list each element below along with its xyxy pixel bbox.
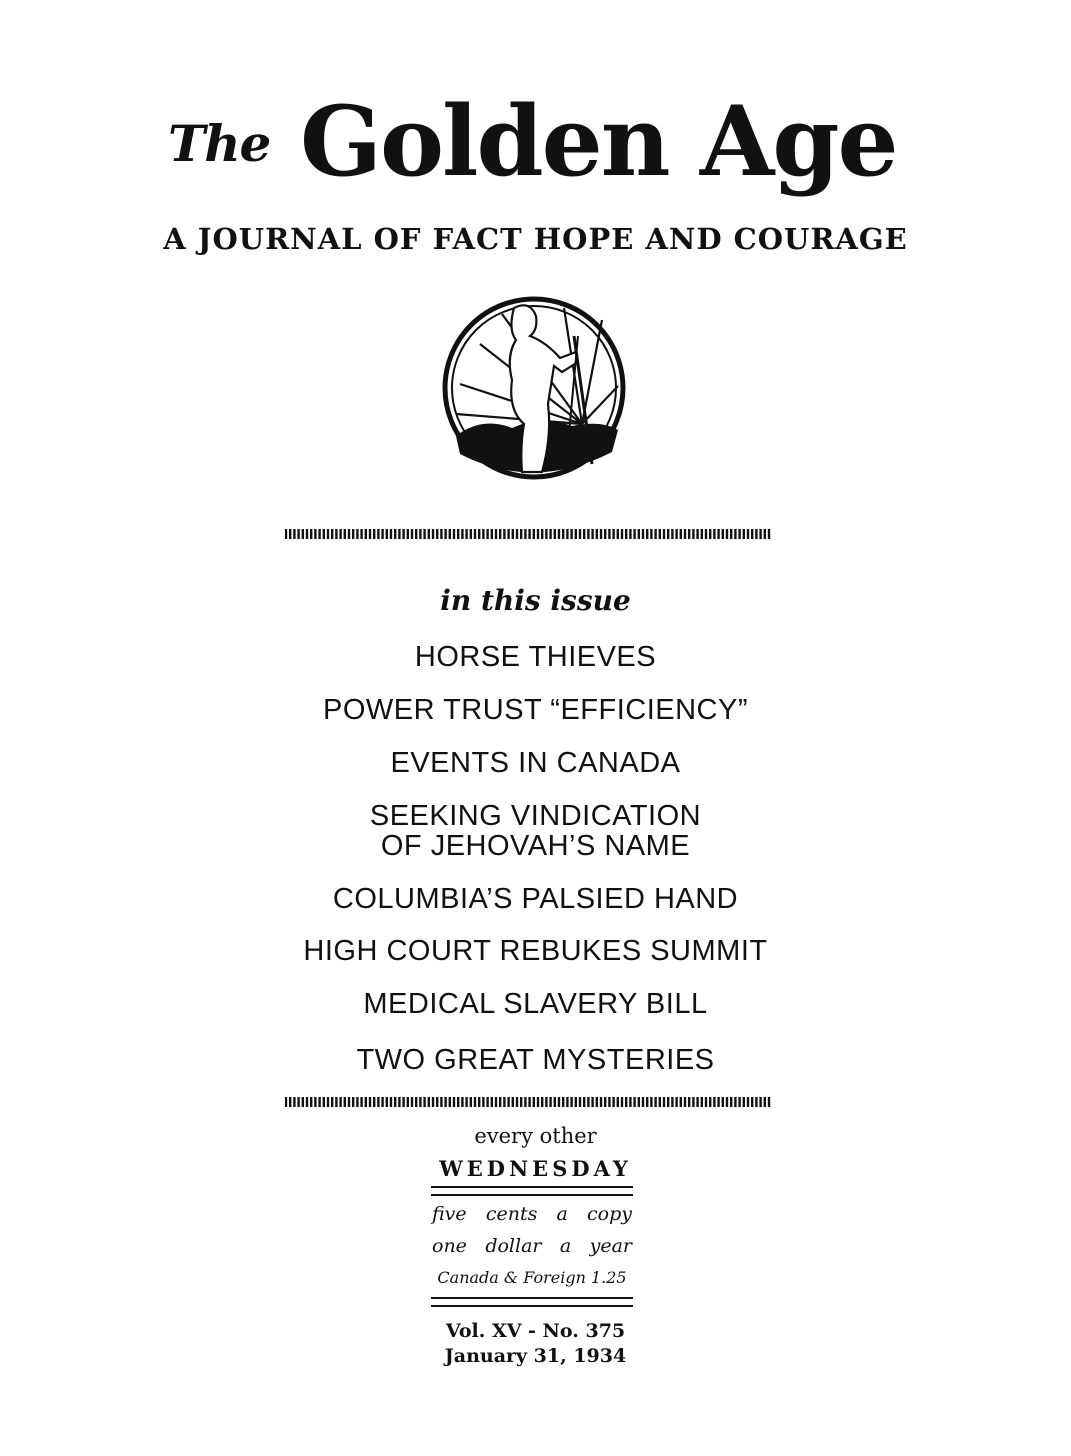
masthead (0, 78, 1071, 208)
masthead-the: The (168, 114, 271, 173)
price-word: dollar (485, 1235, 542, 1257)
price-word: five (432, 1203, 467, 1225)
price-word: one (432, 1235, 467, 1257)
decorative-rule-bottom (285, 1096, 773, 1108)
masthead-title: Golden Age (300, 85, 897, 198)
issue-date: January 31, 1934 (444, 1345, 627, 1367)
issue-heading: in this issue (440, 584, 631, 617)
publication-day: WEDNESDAY (439, 1156, 632, 1181)
decorative-rule-top (285, 528, 771, 540)
double-rule-upper (431, 1186, 633, 1196)
emblem-figure-icon (442, 296, 626, 480)
article-jehovahs-name: OF JEHOVAH’S NAME (380, 830, 691, 862)
article-two-mysteries: TWO GREAT MYSTERIES (356, 1044, 715, 1076)
article-high-court: HIGH COURT REBUKES SUMMIT (303, 935, 768, 967)
price-foreign: Canada & Foreign 1.25 (437, 1268, 627, 1287)
price-per-copy (432, 1203, 632, 1225)
article-events-canada: EVENTS IN CANADA (390, 747, 681, 779)
publication-frequency: every other (474, 1124, 597, 1148)
volume-number: Vol. XV - No. 375 (445, 1320, 626, 1342)
article-seeking-vindication: SEEKING VINDICATION (369, 800, 702, 832)
article-power-trust: POWER TRUST “EFFICIENCY” (323, 694, 748, 726)
journal-subtitle: A JOURNAL OF FACT HOPE AND COURAGE (163, 222, 908, 256)
price-word: a (556, 1203, 568, 1225)
article-medical-slavery: MEDICAL SLAVERY BILL (363, 988, 708, 1020)
price-word: year (589, 1235, 632, 1257)
article-horse-thieves: HORSE THIEVES (414, 641, 657, 673)
price-per-year (432, 1235, 632, 1257)
price-word: cents (485, 1203, 538, 1225)
price-word: a (559, 1235, 572, 1257)
article-columbia: COLUMBIA’S PALSIED HAND (332, 883, 739, 915)
double-rule-lower (431, 1297, 633, 1307)
price-word: copy (587, 1203, 632, 1225)
